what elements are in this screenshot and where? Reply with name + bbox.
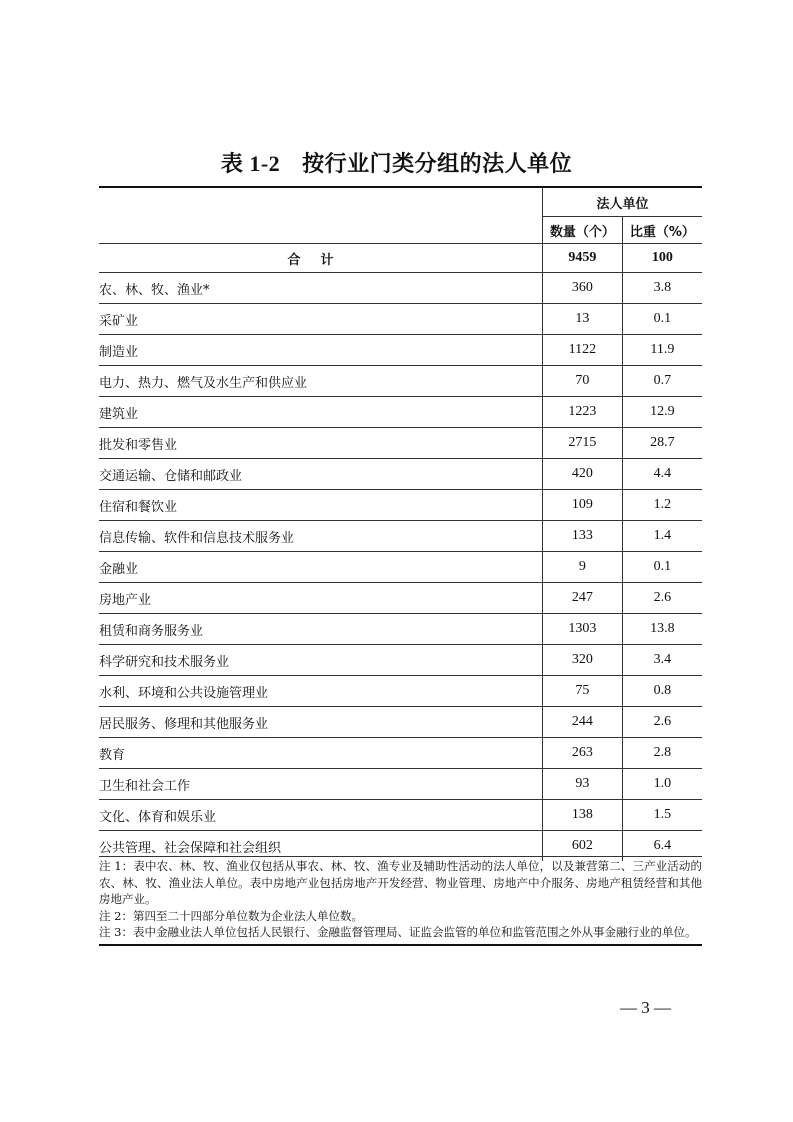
table-row — [99, 800, 702, 831]
total-row — [99, 244, 702, 273]
table-row — [99, 583, 702, 614]
statistics-table — [99, 186, 702, 861]
industry-name: 房地产业 — [99, 583, 543, 614]
industry-name: 建筑业 — [99, 397, 543, 428]
table-row — [99, 676, 702, 707]
industry-name: 信息传输、软件和信息技术服务业 — [99, 521, 543, 552]
unit-count: 109 — [543, 490, 623, 521]
industry-name: 科学研究和技术服务业 — [99, 645, 543, 676]
table-row — [99, 738, 702, 769]
industry-name: 电力、热力、燃气及水生产和供应业 — [99, 366, 543, 397]
unit-count: 263 — [543, 738, 623, 769]
table-number: 表 1-2 — [220, 151, 281, 176]
industry-name: 批发和零售业 — [99, 428, 543, 459]
unit-count: 133 — [543, 521, 623, 552]
table-row — [99, 428, 702, 459]
page-number: — 3 — — [620, 998, 671, 1017]
unit-ratio: 4.4 — [622, 459, 702, 490]
unit-count: 360 — [543, 273, 623, 304]
industry-name: 租赁和商务服务业 — [99, 614, 543, 645]
unit-count: 320 — [543, 645, 623, 676]
unit-count: 2715 — [543, 428, 623, 459]
industry-name: 农、林、牧、渔业* — [99, 273, 543, 304]
note-1: 注 1：表中农、林、牧、渔业仅包括从事农、林、牧、渔专业及辅助性活动的法人单位，以及兼营第二、三产业活动的农、林、牧、渔业法人单位。表中房地产业包括房地产开发经营、物业管理、房地产中介服务、房地产租赁经营和其他房地产业。 — [99, 859, 702, 906]
table-row — [99, 366, 702, 397]
table-row — [99, 552, 702, 583]
unit-count: 1223 — [543, 397, 623, 428]
unit-count: 1122 — [543, 335, 623, 366]
table-row — [99, 645, 702, 676]
unit-ratio: 3.8 — [622, 273, 702, 304]
unit-count: 244 — [543, 707, 623, 738]
industry-name: 金融业 — [99, 552, 543, 583]
table-row — [99, 614, 702, 645]
unit-ratio: 11.9 — [622, 335, 702, 366]
unit-count: 138 — [543, 800, 623, 831]
total-label: 合计 — [99, 244, 543, 273]
unit-count: 70 — [543, 366, 623, 397]
unit-count: 13 — [543, 304, 623, 335]
industry-name: 交通运输、仓储和邮政业 — [99, 459, 543, 490]
industry-name: 制造业 — [99, 335, 543, 366]
unit-ratio: 1.4 — [622, 521, 702, 552]
unit-ratio: 1.0 — [622, 769, 702, 800]
unit-ratio: 0.7 — [622, 366, 702, 397]
industry-name: 采矿业 — [99, 304, 543, 335]
unit-ratio: 6.4 — [622, 831, 702, 862]
unit-ratio: 0.1 — [622, 552, 702, 583]
table-notes — [99, 856, 702, 946]
unit-ratio: 2.8 — [622, 738, 702, 769]
column-header-ratio: 比重（%） — [622, 217, 702, 244]
unit-count: 602 — [543, 831, 623, 862]
unit-ratio: 1.2 — [622, 490, 702, 521]
table-row — [99, 335, 702, 366]
header-blank-cell — [99, 187, 543, 244]
table-title-text: 按行业门类分组的法人单位 — [302, 152, 573, 177]
unit-count: 9 — [543, 552, 623, 583]
note-3: 注 3：表中金融业法人单位包括人民银行、金融监督管理局、证监会监管的单位和监管范围之外从事金融行业的单位。 — [99, 925, 697, 939]
total-ratio: 100 — [622, 244, 702, 273]
unit-ratio: 0.1 — [622, 304, 702, 335]
industry-name: 公共管理、社会保障和社会组织 — [99, 831, 543, 862]
unit-count: 75 — [543, 676, 623, 707]
unit-ratio: 28.7 — [622, 428, 702, 459]
column-group-header: 法人单位 — [543, 187, 702, 217]
table-row — [99, 304, 702, 335]
total-count: 9459 — [543, 244, 623, 273]
unit-ratio: 1.5 — [622, 800, 702, 831]
unit-count: 247 — [543, 583, 623, 614]
unit-count: 420 — [543, 459, 623, 490]
table-row — [99, 459, 702, 490]
unit-ratio: 0.8 — [622, 676, 702, 707]
table-row — [99, 490, 702, 521]
industry-name: 卫生和社会工作 — [99, 769, 543, 800]
unit-ratio: 2.6 — [622, 583, 702, 614]
unit-count: 93 — [543, 769, 623, 800]
table-row — [99, 273, 702, 304]
table-row — [99, 521, 702, 552]
note-2: 注 2：第四至二十四部分单位数为企业法人单位数。 — [99, 908, 363, 923]
industry-name: 文化、体育和娱乐业 — [99, 800, 543, 831]
table-row — [99, 397, 702, 428]
unit-ratio: 12.9 — [622, 397, 702, 428]
unit-count: 1303 — [543, 614, 623, 645]
table-title — [0, 147, 793, 178]
column-header-count: 数量（个） — [543, 217, 623, 244]
unit-ratio: 2.6 — [622, 707, 702, 738]
industry-name: 教育 — [99, 738, 543, 769]
table-row — [99, 707, 702, 738]
industry-name: 住宿和餐饮业 — [99, 490, 543, 521]
table-row — [99, 769, 702, 800]
unit-ratio: 3.4 — [622, 645, 702, 676]
header-row-group — [99, 187, 702, 217]
industry-name: 水利、环境和公共设施管理业 — [99, 676, 543, 707]
unit-ratio: 13.8 — [622, 614, 702, 645]
industry-name: 居民服务、修理和其他服务业 — [99, 707, 543, 738]
